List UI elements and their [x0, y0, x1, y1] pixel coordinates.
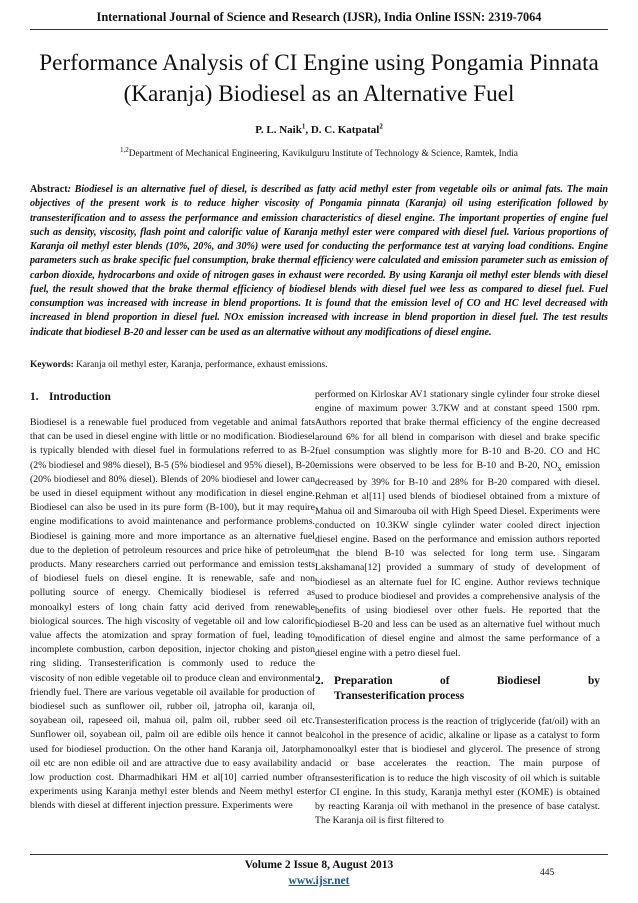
body-paragraph: Transesterification process is the reaction of triglyceride (fat/oil) with an alcohol in the presence of acidic, alkaline or lipase as a catalyst to form monoalkyl ester that is biodiesel and glycerol. The presence of strong acid or base accelerates the reaction. The main purpose of transesterification is to reduce the high viscosity of oil which is suitable for CI engine. In this study, Karanja methyl ester (KOME) is obtained by reacting Karanja oil with methanol in the presence of base catalyst. The Karanja oil is first filtered to: [315, 715, 600, 827]
section-number: 2.: [315, 674, 324, 687]
paragraph-text: emission decreased by 39% for B-10 and 28% for B-20 compared with diesel. Rehman et al[11] used blends of biodiesel obtained from a mixture of Mahua oil and Simarouba oil with High Speed Diesel. Experiments were conducted on 10.3KW single cylinder water cooled direct injection diesel engine. Based on the performance and emission authors reported that the blend B-10 was selected for long term use. Singaram Lakshamana[12] provided a summary of study of development of biodiesel as an alternate fuel for IC engine. Author reviews technique used to produce biodiesel and provides a comprehensive analysis of the benefits of using biodiesel over other fuels. He reported that the biodiesel B-20 and less can be used as an alternative fuel without much modification of diesel engine and almost the same performance of a diesel engine with a petro diesel fuel.: [315, 460, 600, 659]
keywords-label: Keywords:: [30, 360, 74, 370]
author-name: D. C. Katpatal: [310, 124, 380, 136]
abstract-label: Abstract: [30, 184, 68, 195]
section-title-line: Transesterification process: [334, 689, 465, 702]
affiliation: [30, 145, 608, 159]
page-number: 445: [540, 868, 555, 878]
paragraph-text: performed on Kirloskar AV1 stationary single cylinder four stroke diesel engine of maximum power 3.7KW and at constant speed 1500 rpm. Authors reported that brake thermal efficiency of the engine decreased around 6% for all blend in comparison with diesel and brake specific fuel consumption was slightly more for B-10 and B-20. CO and HC emissions were observed to be less for B-10 and B-20,: [315, 389, 600, 472]
header-divider: [30, 29, 608, 30]
keywords: [30, 360, 608, 370]
nox-term: NO: [543, 460, 558, 472]
journal-header: International Journal of Science and Research (IJSR), India Online ISSN: 2319-7064: [96, 10, 542, 24]
left-column: [30, 390, 315, 814]
author-name: P. L. Naik: [255, 124, 302, 136]
section-title: [334, 674, 600, 704]
affiliation-text: Department of Mechanical Engineering, Kavikulguru Institute of Technology & Science, Ramtek, India: [128, 149, 518, 159]
section-title-line: [334, 674, 600, 689]
author-affiliation-mark: 1: [301, 122, 306, 131]
nox-subscript: x: [557, 463, 562, 473]
section-heading: [315, 674, 600, 704]
author-line: [30, 124, 608, 136]
title-word: Biodiesel: [496, 674, 541, 687]
affiliation-mark: 1,2: [120, 145, 129, 154]
section-title: Introduction: [49, 391, 111, 403]
keywords-text: Karanja oil methyl ester, Karanja, performance, exhaust emissions.: [73, 360, 328, 370]
section-number: 1.: [30, 391, 39, 403]
abstract-text: : Biodiesel is an alternative fuel of diesel, is described as fatty acid methyl ester from vegetable oils or animal fats. The main objectives of the present work is to reduce higher viscosity of Pongamia pinnata (Karanja) oil using esterification followed by transesterification and to assess the performance and emission characteristics of diesel engine. The important properties of engine fuel such as density, viscosity, flash point and calorific value of Karanja methyl ester were compared with diesel fuel. Various proportions of Karanja oil methyl ester blends (10%, 20%, and 30%) were used for conducting the performance test at varying load conditions. Engine parameters such as brake specific fuel consumption, brake thermal efficiency were calculated and emission parameter such as emission of carbon dioxide, hydrocarbons and oxide of nitrogen gases in exhaust were recorded. By using Karanja oil methyl ester blends with diesel fuel, the result showed that the brake thermal efficiency of biodiesel blends with diesel fuel wee less as compared to diesel fuel. Fuel consumption was increased with increase in blend proportions. It is found that the emission level of CO and HC level decreased with increased in blend proportion in diesel fuel. NOx emission increased with increase in blend proportion in diesel fuel. The test results indicate that biodiesel B-20 and lesser can be used as an alternative without any modifications of diesel engine.: [30, 184, 608, 338]
body-paragraph: [315, 388, 600, 661]
author-separator: ,: [305, 124, 311, 136]
title-word: by: [587, 674, 600, 687]
section-heading: [30, 390, 315, 405]
title-word: of: [440, 674, 450, 687]
author-affiliation-mark: 2: [379, 122, 383, 131]
right-column: [315, 388, 600, 828]
footer-volume: Volume 2 Issue 8, August 2013: [244, 859, 394, 871]
paper-title: Performance Analysis of CI Engine using Pongamia Pinnata (Karanja) Biodiesel as an Alternative Fuel: [39, 50, 599, 107]
title-word: Preparation: [334, 674, 393, 687]
body-paragraph: Biodiesel is a renewable fuel produced from vegetable and animal fats that can be used in diesel engine with little or no modification. Biodiesel is typically blended with diesel fuel in formulations referred to as B-2 (2% biodiesel and 98% diesel), B-5 (5% biodiesel and 95% diesel), B-20 (20% biodiesel and 80% diesel). Blends of 20% biodiesel and lower can be used in diesel equipment without any modification in diesel engine. Biodiesel can also be used in its pure form (B-100), but it may require engine modifications to avoid maintenance and performance problems. Biodiesel is gaining more and more importance as an alternative fuel due to the depletion of petroleum resources and price hike of petroleum products. Many researchers carried out performance and emission tests of biodiesel fuels on diesel engine. It is renewable, safe and non polluting source of energy. Chemically biodiesel is referred as monoalkyl esters of long chain fatty acid derived from renewable biological sources. The high viscosity of vegetable oil and low calorific value affects the atomization and spray formation of fuel, leading to incomplete combustion, carbon deposition, injector choking and piston ring sliding. Transesterification is commonly used to reduce the viscosity of non edible vegetable oil to produce clean and environmental friendly fuel. There are various vegetable oil available for production of biodiesel such as sunflower oil, rubber oil, jatropha oil, karanja oil, soyabean oil, rapeseed oil, mahua oil, palm oil, rubber seed oil etc. Sunflower oil, soyabean oil, palm oil are edible oils hence it cannot be used for biodiesel production. On the other hand Karanja oil, Jatorpha oil etc are non edible oil and are attractive due to easy availability and low production cost. Dharmadhikari HM et al[10] carried number of experiments using Karanja methyl ester blends and Neem methyl ester blends with diesel at different injection pressure. Experiments were: [30, 417, 315, 812]
footer-link[interactable]: www.ijsr.net: [288, 875, 350, 887]
abstract: [30, 183, 608, 340]
footer-divider: [30, 854, 608, 855]
